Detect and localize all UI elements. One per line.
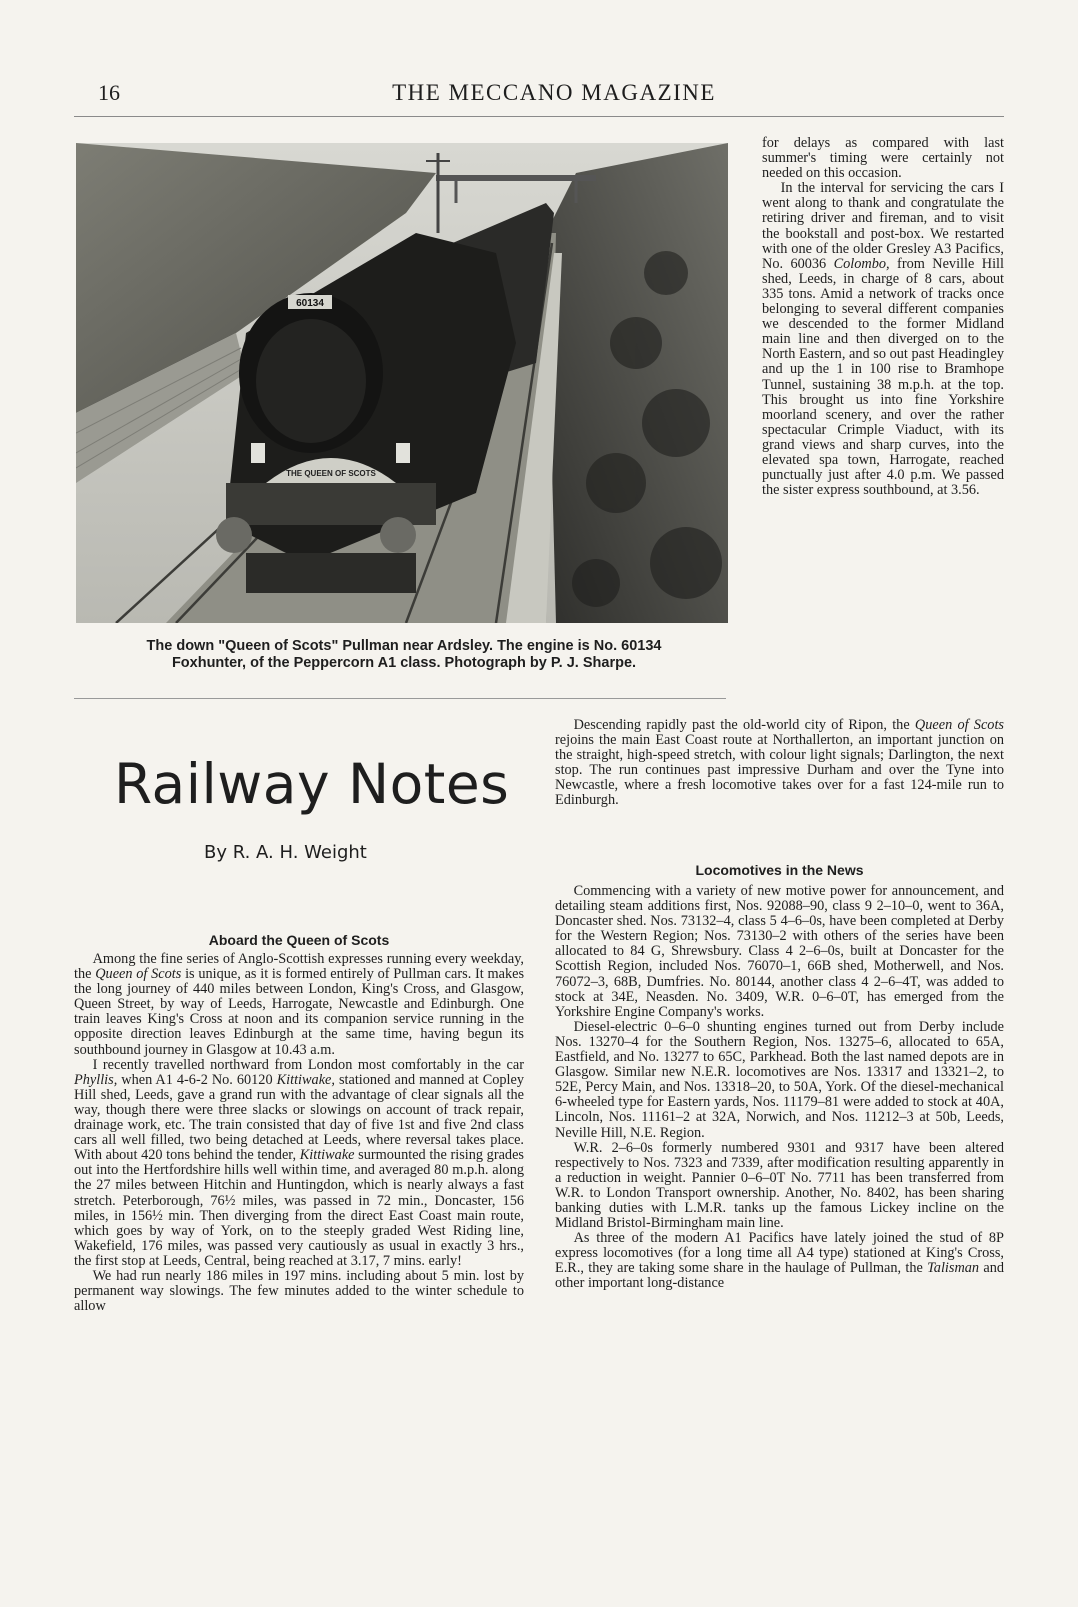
- paragraph: W.R. 2–6–0s formerly numbered 9301 and 9317 have been altered respectively to Nos. 7323 and 7339, after modification resulting apparently in a reduction in weight. Pannier 0–6–0T No. 7711 has been transferred from W.R. to London Transport ownership. Another, No. 8402, has been sharing banking duties with L.M.R. tanks up the famous Lickey incline on the Midland Bristol-Birmingham main line.: [555, 1139, 1004, 1232]
- lamp-right: [396, 443, 410, 463]
- caption-line-2: Foxhunter, of the Peppercorn A1 class. Photograph by P. J. Sharpe.: [171, 655, 637, 671]
- magazine-title: THE MECCANO MAGAZINE: [392, 80, 716, 105]
- caption-line-1: The down "Queen of Scots" Pullman near Ardsley. The engine is No. 60134: [146, 638, 662, 654]
- text-column-left: [74, 952, 524, 1314]
- byline: By R. A. H. Weight: [204, 842, 367, 863]
- headboard-text: THE QUEEN OF SCOTS: [286, 469, 376, 478]
- paragraph: Diesel-electric 0–6–0 shunting engines turned out from Derby include Nos. 13270–4 for the Southern Region, Nos. 13275–6, allocated to 65A, Eastfield, and No. 13277 to 65C, Parkhead. Both the last named depots are in Glasgow. Similar new N.E.R. locomotives are Nos. 13317 and 13321–2, to 52E, Percy Main, and Nos. 13318–20, to 50A, York. Of the diesel-mechanical 6-wheeled type for Eastern yards, Nos. 11179–81 were added to stock at 40A, Lincoln, Nos. 11161–2 at 32A, Norwich, and Nos. 11212–3 at 50b, Leeds, Neville Hill, N.E. Region.: [555, 1018, 1004, 1141]
- text-column-right-top: [762, 136, 1004, 498]
- number-plate-text: 60134: [296, 298, 324, 309]
- section-heading-locomotives: Locomotives in the News: [695, 862, 864, 878]
- text-column-span: [555, 718, 1004, 809]
- paragraph: Descending rapidly past the old-world city of Ripon, the Queen of Scots rejoins the main East Coast route at Northallerton, an important junction on the straight, high-speed stretch, with colour light signals; Darlington, the next stop. The run continues past impressive Durham and over the Tyne into Newcastle, where a fresh locomotive takes over for a fast 124-mile run to Edinburgh.: [555, 717, 1004, 809]
- paragraph: I recently travelled northward from London most comfortably in the car Phyllis, when A1 4-6-2 No. 60120 Kittiwake, stationed and manned at Copley Hill shed, Leeds, gave a grand run with the advantage of clear signals all the way, though there were three slacks or slowings on account of track repair, drainage work, etc. The train consisted that day of five 1st and five 2nd class cars all well filled, two being detached at Leeds, where reversal takes place. With about 420 tons behind the tender, Kittiwake surmounted the rising grades out into the Hertfordshire hills well within time, and averaged 80 m.p.h. along the 27 miles between Hitchin and Huntingdon, which is nearly always a fast stretch. Peterborough, 76½ miles, was passed in 72 min., Doncaster, 156 miles, in 156½ min. Then diverging from the direct East Coast main route, which goes by way of York, on to the steeply graded West Riding line, Wakefield, 176 miles, was passed very cautiously as usual in exactly 3 hrs., the first stop at Leeds, Central, being reached at 3.17, 7 mins. early!: [74, 1056, 524, 1269]
- locomotive-illustration: [76, 143, 728, 623]
- bogie: [246, 553, 416, 593]
- paragraph: Commencing with a variety of new motive power for announcement, and detailing steam additions first, Nos. 92088–90, class 9 2–10–0, went to 36A, Doncaster shed. Nos. 73132–4, class 5 4–6–0s, have been completed at Derby for the Western Region; Nos. 73130–2 with others of the series have been allocated to 84 G, Shrewsbury. Class 4 2–6–0s, built at Doncaster for the Scottish Region, included Nos. 76070–1, 66B shed, Motherwell, and Nos. 76072–3, 68B, Dumfries. No. 80144, another class 4 2–6–4T, was added to stock at 34E, Neasden. No. 3409, W.R. 0–6–0T, has emerged from the Yorkshire Engine Company's works.: [555, 883, 1004, 1020]
- photo-caption: [74, 638, 734, 672]
- buffer-left: [216, 517, 252, 553]
- paragraph: As three of the modern A1 Pacifics have lately joined the stud of 8P express locomotives (for a long time all A4 type) stationed at King's Cross, E.R., they are taking some share in the haulage of Pullman, the Talisman and other important long-distance: [555, 1230, 1005, 1292]
- page-number: 16: [98, 80, 120, 105]
- header-rule: [74, 116, 1004, 117]
- paragraph: In the interval for servicing the cars I went along to thank and congratulate the retiring driver and fireman, and to visit the bookstall and post-box. We restarted with one of the older Gresley A3 Pacifics, No. 60036 Colombo, from Neville Hill shed, Leeds, in charge of 8 cars, about 335 tons. Amid a network of tracks once belonging to several different companies we descended to the former Midland main line and then diverged on to the North Eastern, and so out past Headingley and up the 1 in 100 rise to Bramhope Tunnel, sustaining 38 m.p.h. at the top. This brought us into fine Yorkshire moorland scenery, and over the rather spectacular Crimple Viaduct, with its grand views and sharp curves, into the elevated spa town, Harrogate, reached punctually just after 4.0 p.m. We passed the sister express southbound, at 3.56.: [762, 180, 1004, 499]
- text-column-right: [555, 884, 1004, 1292]
- footbridge: [436, 175, 596, 181]
- section-heading-queen-of-scots: Aboard the Queen of Scots: [208, 932, 390, 948]
- buffer-right: [380, 517, 416, 553]
- article-title: Railway Notes: [114, 752, 510, 816]
- paragraph: Among the fine series of Anglo-Scottish expresses running every weekday, the Queen of Scots is unique, as it is formed entirely of Pullman cars. It makes the long journey of 440 miles between London, King's Cross, and Glasgow, Queen Street, by way of Leeds, Harrogate, Newcastle and Edinburgh. One train leaves King's Cross at noon and its companion service running in the opposite direction leaves Edinburgh at the same time, having begun its southbound journey in Glasgow at 10.43 a.m.: [74, 951, 525, 1058]
- paragraph: for delays as compared with last summer's timing were certainly not needed on this occasion.: [762, 135, 1004, 182]
- caption-rule: [74, 698, 726, 699]
- locomotive-photo: [76, 143, 728, 623]
- paragraph: We had run nearly 186 miles in 197 mins. including about 5 min. lost by permanent way slowings. The few minutes added to the winter schedule to allow: [74, 1267, 524, 1315]
- lamp-left: [251, 443, 265, 463]
